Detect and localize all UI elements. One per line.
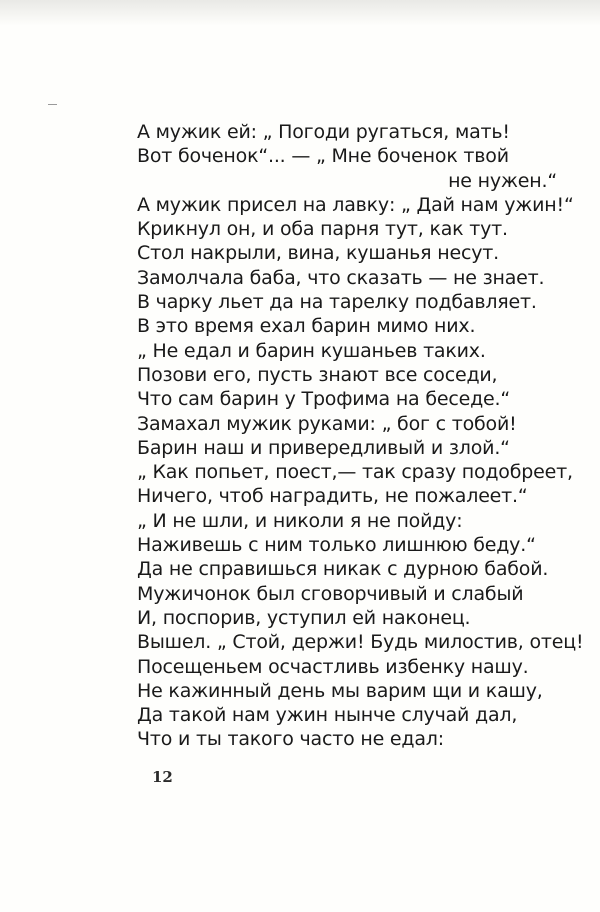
poem-line: Что сам барин у Трофима на беседе.“ xyxy=(137,388,510,411)
poem-line: А мужик присел на лавку: „ Дай нам ужин!“ xyxy=(137,193,574,216)
margin-mark xyxy=(48,104,57,105)
page-top-edge xyxy=(0,0,600,26)
poem-line: Вышел. „ Стой, держи! Будь милостив, отец! xyxy=(137,631,584,654)
poem-line: Стол накрыли, вина, кушанья несут. xyxy=(137,242,499,265)
poem-line: И, поспорив, уступил ей наконец. xyxy=(137,606,471,629)
poem-line: Замахал мужик руками: „ бог с тобой! xyxy=(137,412,517,435)
poem-line: Вот боченок“... — „ Мне боченок твой xyxy=(137,145,509,168)
poem-line: „ Не едал и барин кушаньев таких. xyxy=(137,339,486,362)
poem-line: Да не справишься никак с дурною бабой. xyxy=(137,558,549,581)
poem-line: В это время ехал барин мимо них. xyxy=(137,315,476,338)
poem-line: Мужичонок был сговорчивый и слабый xyxy=(137,582,524,605)
poem-line: Ничего, чтоб наградить, не пожалеет.“ xyxy=(137,485,528,508)
poem-line: Что и ты такого часто не едал: xyxy=(137,728,444,751)
poem-line: В чарку льет да на тарелку подбавляет. xyxy=(137,291,537,314)
poem-line-continuation: не нужен.“ xyxy=(448,169,557,192)
poem-line: Да такой нам ужин нынче случай дал, xyxy=(137,704,518,727)
poem-line: Барин наш и привередливый и злой.“ xyxy=(137,436,510,459)
poem-line: Крикнул он, и оба парня тут, как тут. xyxy=(137,218,508,241)
poem-line: Позови его, пусть знают все соседи, xyxy=(137,363,498,386)
poem-line: „ Как попьет, поест,— так сразу подобреет, xyxy=(137,461,573,484)
page-number: 12 xyxy=(152,768,173,786)
poem-line: Не кажинный день мы варим щи и кашу, xyxy=(137,679,543,702)
poem-line: Наживешь с ним только лишнюю беду.“ xyxy=(137,534,536,557)
poem-line: Посещеньем осчастливь избенку нашу. xyxy=(137,655,529,678)
poem-line: „ И не шли, и николи я не пойду: xyxy=(137,509,463,532)
poem-line: Замолчала баба, что сказать — не знает. xyxy=(137,266,545,289)
poem-line: А мужик ей: „ Погоди ругаться, мать! xyxy=(137,121,510,143)
poem-text xyxy=(137,120,584,752)
